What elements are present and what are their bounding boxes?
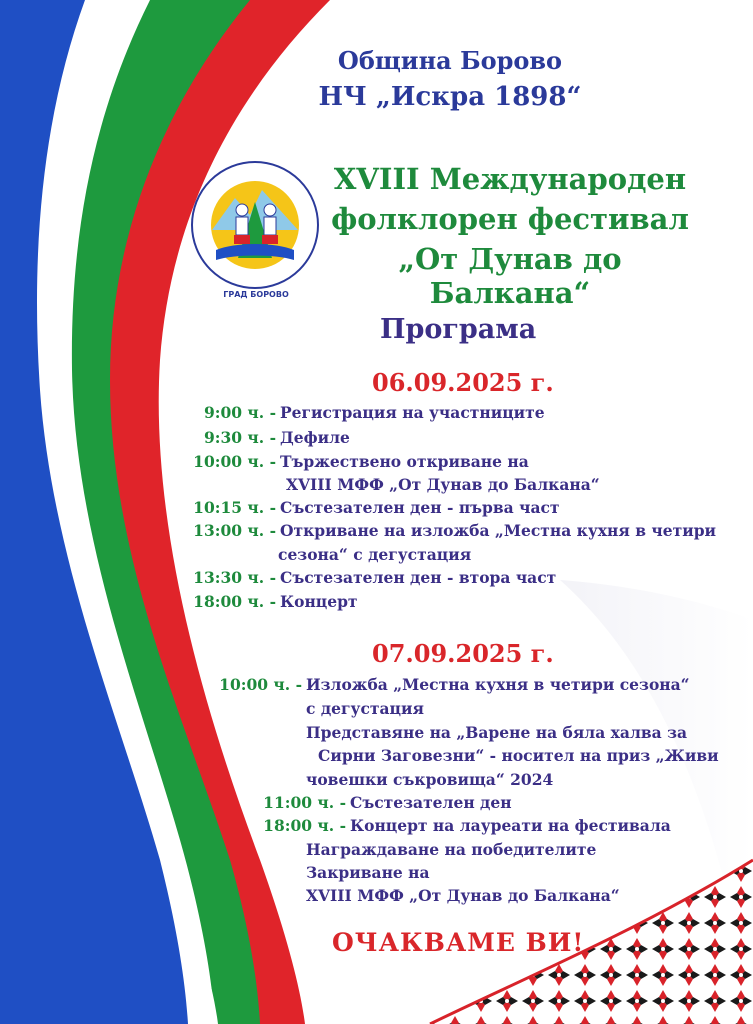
community-center-name: НЧ „Искра 1898“	[318, 82, 582, 112]
festival-title-line3: „От Дунав до Балкана“	[398, 242, 622, 310]
schedule-description: Откриване на изложба „Местна кухня в четири	[280, 521, 717, 540]
schedule-time: 10:00 ч. -	[219, 675, 302, 694]
schedule-time: 9:00 ч. -	[203, 403, 276, 422]
schedule-description: сезона“ с дегустация	[278, 545, 472, 564]
schedule-description: XVIII МФФ „От Дунав до Балкана“	[286, 475, 600, 494]
schedule-time: 13:00 ч. -	[193, 521, 276, 540]
schedule-time: 13:30 ч. -	[193, 568, 276, 587]
logo-ring-text-top	[190, 160, 191, 161]
festival-title-line2: фолклорен фестивал	[331, 202, 689, 236]
schedule-description: Сирни Заговезни“ - носител на приз „Живи	[318, 746, 719, 765]
schedule-time: 11:00 ч. -	[263, 793, 346, 812]
logo-ring-text-bottom: ГРАД БОРОВО	[223, 290, 289, 299]
day1-date: 06.09.2025 г.	[372, 368, 554, 397]
schedule-description: Състезателен ден - първа част	[280, 498, 560, 517]
day2-date: 07.09.2025 г.	[372, 639, 554, 668]
schedule-description: Регистрация на участниците	[280, 403, 545, 422]
schedule-time: 9:30 ч. -	[203, 428, 276, 447]
schedule-time: 10:00 ч. -	[193, 452, 276, 471]
schedule-description: Състезателен ден	[350, 793, 512, 812]
schedule-description: човешки съкровища“ 2024	[306, 770, 554, 789]
schedule-time: 18:00 ч. -	[193, 592, 276, 611]
schedule-description: Изложба „Местна кухня в четири сезона“	[306, 675, 690, 694]
program-heading: Програма	[380, 314, 537, 345]
closing-message: ОЧАКВАМЕ ВИ!	[332, 928, 585, 957]
schedule-description: Представяне на „Варене на бяла халва за	[306, 723, 688, 742]
festival-title-line1: XVIII Международен	[333, 162, 687, 196]
schedule-description: Дефиле	[280, 428, 350, 447]
schedule-time: 18:00 ч. -	[263, 816, 346, 835]
schedule-description: Тържествено откриване на	[280, 452, 529, 471]
schedule-description: XVIII МФФ „От Дунав до Балкана“	[306, 886, 620, 905]
festival-logo	[190, 160, 320, 290]
municipality-name: Община Борово	[337, 46, 563, 75]
schedule-description: с дегустация	[306, 699, 424, 718]
schedule-description: Закриване на	[306, 863, 430, 882]
schedule-description: Състезателен ден - втора част	[280, 568, 557, 587]
schedule-description: Концерт	[280, 592, 358, 611]
schedule-time: 10:15 ч. -	[193, 498, 276, 517]
schedule-description: Награждаване на победителите	[306, 840, 597, 859]
schedule-description: Концерт на лауреати на фестивала	[350, 816, 671, 835]
